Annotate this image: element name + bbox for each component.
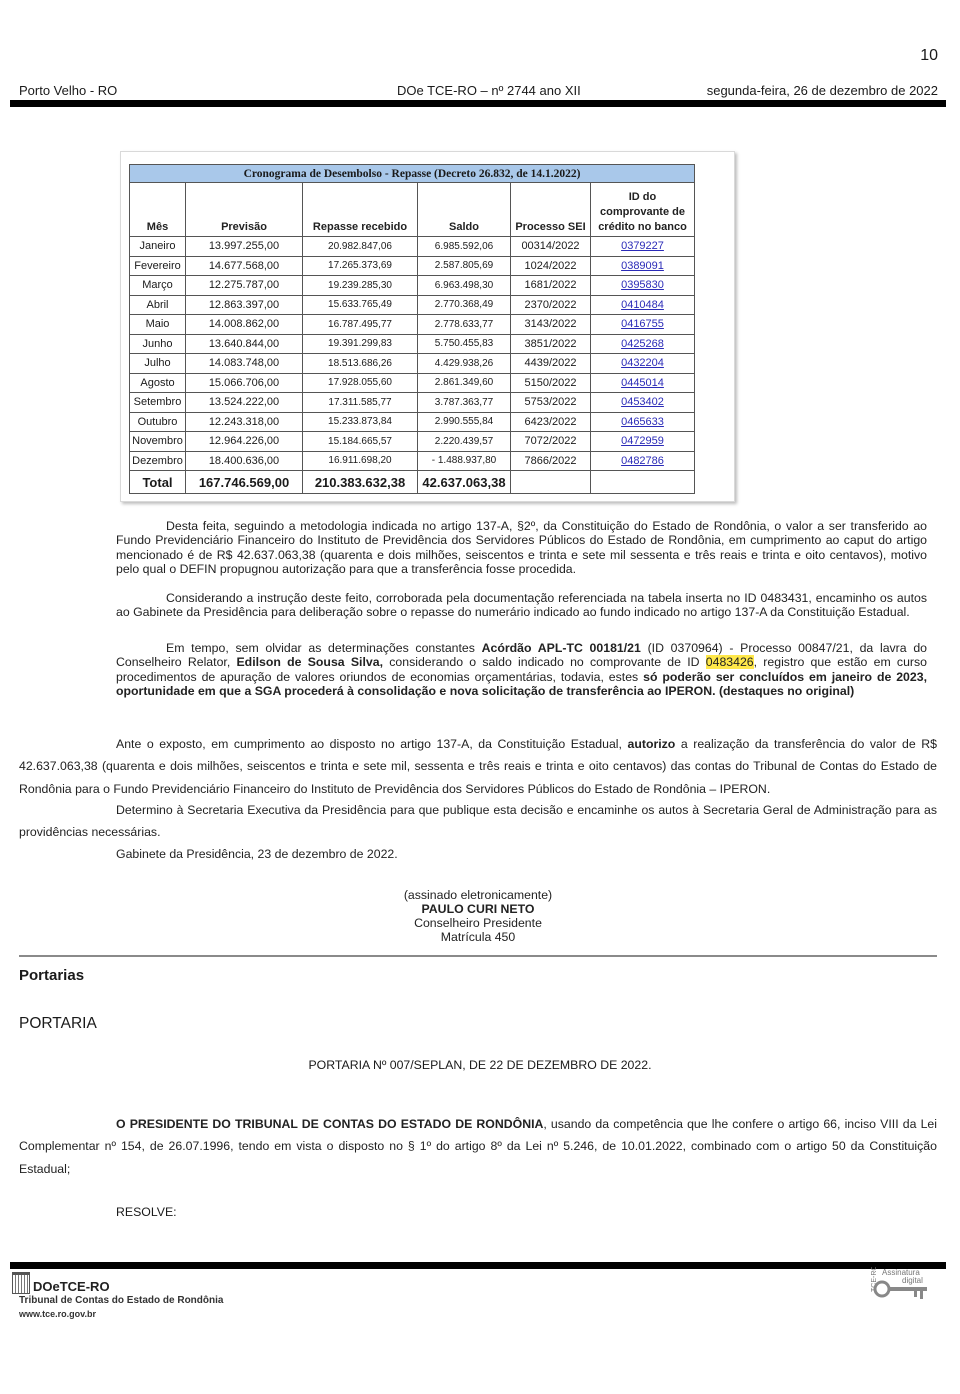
cell-repasse: 17.265.373,69 <box>303 256 418 276</box>
cell-repasse: 15.184.665,57 <box>303 432 418 452</box>
header-edition: DOe TCE-RO – nº 2744 ano XII <box>397 83 581 98</box>
footer-logo <box>12 1272 110 1294</box>
cell-repasse: 15.233.873,84 <box>303 412 418 432</box>
paragraph-gabinete-date: Gabinete da Presidência, 23 de dezembro de 2022. <box>116 847 398 861</box>
table-row <box>130 412 695 432</box>
table-row <box>130 256 695 276</box>
cell-processo: 2370/2022 <box>511 295 591 315</box>
key-icon <box>862 1267 942 1302</box>
cell-processo: 7866/2022 <box>511 451 591 471</box>
col-header-mes: Mês <box>130 183 186 237</box>
cell-previsao: 13.997.255,00 <box>186 237 303 257</box>
footer-url[interactable]: www.tce.ro.gov.br <box>19 1309 97 1319</box>
cell-saldo: 4.429.938,26 <box>418 354 511 374</box>
cell-processo: 5150/2022 <box>511 373 591 393</box>
cell-previsao: 13.640.844,00 <box>186 334 303 354</box>
cell-previsao: 14.008.862,00 <box>186 315 303 335</box>
running-header <box>19 83 938 99</box>
cell-repasse: 15.633.765,49 <box>303 295 418 315</box>
footer-org: Tribunal de Contas do Estado de Rondônia <box>19 1295 224 1306</box>
cell-repasse: 16.911.698,20 <box>303 451 418 471</box>
section-title: Portarias <box>19 967 85 984</box>
signer-role: Conselheiro Presidente <box>414 916 542 930</box>
text: a realização da transferência do valor de R$ 42.637.063,38 (quarenta e dois milhões, seiscentos e trinta e sete mil, sessenta e três reais e trinta e oito centavos) das contas do Tribunal de Contas do Estado de Rondônia para o Fundo Previdenciário Financeiro do Instituto de Previdência dos Servidores Públicos do Estado de Rondônia – IPERON. <box>19 737 937 796</box>
cell-saldo: 5.750.455,83 <box>418 334 511 354</box>
table-title: Cronograma de Desembolso - Repasse (Decreto 26.832, de 14.1.2022) <box>130 165 695 183</box>
header-divider <box>10 100 946 107</box>
cell-mes: Março <box>130 276 186 296</box>
table-row <box>130 393 695 413</box>
footer-logo-text: DOeTCE-RO <box>33 1279 110 1294</box>
paragraph-presidente <box>19 1113 937 1180</box>
portaria-number: PORTARIA Nº 007/SEPLAN, DE 22 DE DEZEMBRO DE 2022. <box>308 1058 652 1072</box>
cell-processo: 4439/2022 <box>511 354 591 374</box>
signature-block <box>300 888 656 944</box>
cell-saldo: 6.963.498,30 <box>418 276 511 296</box>
total-label: Total <box>130 471 186 494</box>
col-header-saldo: Saldo <box>418 183 511 237</box>
paragraph-determino: Determino à Secretaria Executiva da Presidência para que publique esta decisão e encaminhe os autos à Secretaria Geral de Administração para as providências necessárias. <box>19 803 937 840</box>
header-location: Porto Velho - RO <box>19 83 118 98</box>
acordao-ref: Acórdão APL-TC 00181/21 <box>481 641 641 655</box>
cell-processo: 6423/2022 <box>511 412 591 432</box>
highlighted-id: 0483426 <box>705 655 754 670</box>
cell-saldo: 2.770.368,49 <box>418 295 511 315</box>
cell-mes: Janeiro <box>130 237 186 257</box>
col-header-previsao: Previsão <box>186 183 303 237</box>
receipt-link[interactable]: 0453402 <box>621 396 664 409</box>
table-total-row <box>130 471 695 494</box>
bold-conclusion: só poderão ser concluídos em janeiro de 2023, oportunidade em que a SGA procederá à consolidação e nova solicitação de transferência ao IPERON. (destaques no original) <box>116 669 927 698</box>
cell-saldo: 3.787.363,77 <box>418 393 511 413</box>
cell-id-comprovante <box>591 256 695 276</box>
table-row <box>130 295 695 315</box>
cell-id-comprovante <box>591 432 695 452</box>
table-header-row <box>130 183 695 237</box>
cell-previsao: 13.524.222,00 <box>186 393 303 413</box>
page-number: 10 <box>920 47 938 64</box>
total-saldo: 42.637.063,38 <box>418 471 511 494</box>
disbursement-table <box>129 164 695 494</box>
cell-processo: 7072/2022 <box>511 432 591 452</box>
digital-signature-seal <box>862 1267 942 1302</box>
table-row <box>130 451 695 471</box>
total-empty-1 <box>511 471 591 494</box>
cell-previsao: 12.243.318,00 <box>186 412 303 432</box>
cell-saldo: 2.778.633,77 <box>418 315 511 335</box>
total-previsao: 167.746.569,00 <box>186 471 303 494</box>
cell-repasse: 19.239.285,30 <box>303 276 418 296</box>
cell-repasse: 20.982.847,06 <box>303 237 418 257</box>
table-row <box>130 354 695 374</box>
header-date: segunda-feira, 26 de dezembro de 2022 <box>706 83 938 98</box>
cell-id-comprovante <box>591 295 695 315</box>
cell-mes: Junho <box>130 334 186 354</box>
signature-note: (assinado eletronicamente) <box>403 888 553 902</box>
cell-repasse: 17.311.585,77 <box>303 393 418 413</box>
cell-id-comprovante <box>591 334 695 354</box>
col-header-processo: Processo SEI <box>511 183 591 237</box>
table-row <box>130 315 695 335</box>
cell-processo: 1681/2022 <box>511 276 591 296</box>
cell-repasse: 19.391.299,83 <box>303 334 418 354</box>
cell-saldo: 6.985.592,06 <box>418 237 511 257</box>
cell-mes: Abril <box>130 295 186 315</box>
text: , registro que estão em curso procedimentos de apuração de valores oriundos de economias orçamentárias, todavia, estes <box>116 655 927 684</box>
table-row <box>130 334 695 354</box>
col-header-id-comprovante: ID do comprovante de crédito no banco <box>591 183 695 237</box>
cell-previsao: 14.083.748,00 <box>186 354 303 374</box>
cell-mes: Agosto <box>130 373 186 393</box>
paragraph-valor: Desta feita, seguindo a metodologia indicada no artigo 137-A, §2º, da Constituição do Estado de Rondônia, o valor a ser transferido ao Fundo Previdenciário Financeiro do Instituto de Previdência dos Servidores Públicos do Estado de Rondônia, em cumprimento ao caput do artigo mencionado é de R$ 42.637.063,38 (quarenta e dois milhões, seiscentos e trinta e sete mil sessenta e três reais e trinta e oito centavos), motivo pelo qual o DEFIN propugnou autorização para que a transferência fosse procedida. <box>116 519 927 576</box>
text: , usando da competência que lhe confere o artigo 66, inciso VIII da Lei Complementar nº 154, de 26.07.1996, tendo em vista o disposto no § 1º do artigo 8º da Lei nº 5.246, de 10.01.2022, combinado com o artigo 50 da Constituição Estadual; <box>19 1117 937 1176</box>
receipt-link[interactable]: 0410484 <box>621 298 664 311</box>
signer-registration: Matrícula 450 <box>440 930 516 944</box>
paragraph-em-tempo <box>116 641 927 698</box>
table-row <box>130 432 695 452</box>
receipt-link[interactable]: 0379227 <box>621 240 664 253</box>
cell-previsao: 12.964.226,00 <box>186 432 303 452</box>
text: (ID 0370964) - Processo 00847/21, da lavra do Conselheiro Relator, <box>116 641 928 670</box>
footer-divider <box>10 1262 946 1269</box>
resolve-label: RESOLVE: <box>116 1205 177 1219</box>
signer-name: PAULO CURI NETO <box>421 902 535 916</box>
building-icon <box>12 1272 30 1294</box>
cell-previsao: 12.275.787,00 <box>186 276 303 296</box>
cell-id-comprovante <box>591 373 695 393</box>
receipt-link[interactable]: 0395830 <box>621 279 664 292</box>
cell-previsao: 12.863.397,00 <box>186 295 303 315</box>
paragraph-autorizo <box>19 733 937 800</box>
table-row <box>130 276 695 296</box>
cell-repasse: 18.513.686,26 <box>303 354 418 374</box>
cell-mes: Outubro <box>130 412 186 432</box>
cell-id-comprovante <box>591 237 695 257</box>
cell-saldo: - 1.488.937,80 <box>418 451 511 471</box>
receipt-link[interactable]: 0472959 <box>621 435 664 448</box>
col-header-repasse: Repasse recebido <box>303 183 418 237</box>
relator-name: Edilson de Sousa Silva, <box>236 655 383 670</box>
receipt-link[interactable]: 0416755 <box>621 318 664 331</box>
cell-previsao: 18.400.636,00 <box>186 451 303 471</box>
cell-mes: Fevereiro <box>130 256 186 276</box>
cell-previsao: 14.677.568,00 <box>186 256 303 276</box>
cell-saldo: 2.861.349,60 <box>418 373 511 393</box>
cell-saldo: 2.220.439,57 <box>418 432 511 452</box>
cell-processo: 5753/2022 <box>511 393 591 413</box>
cell-id-comprovante <box>591 393 695 413</box>
cell-processo: 00314/2022 <box>511 237 591 257</box>
cell-mes: Maio <box>130 315 186 335</box>
presidente-bold: O PRESIDENTE DO TRIBUNAL DE CONTAS DO ESTADO DE RONDÔNIA <box>116 1117 544 1131</box>
portaria-heading: PORTARIA <box>19 1015 97 1032</box>
paragraph-instrucao: Considerando a instrução deste feito, corroborada pela documentação referenciada na tabela inserta no ID 0483431, encaminho os autos ao Gabinete da Presidência para deliberação sobre o repasse do numerário indicado ao fundo indicado no artigo 137-A da Constituição Estadual. <box>116 591 927 620</box>
table-row <box>130 237 695 257</box>
receipt-link[interactable]: 0432204 <box>621 357 664 370</box>
cell-mes: Setembro <box>130 393 186 413</box>
cell-previsao: 15.066.706,00 <box>186 373 303 393</box>
disbursement-table-image <box>120 151 735 502</box>
text: considerando o saldo indicado no comprovante de ID <box>383 655 706 670</box>
cell-repasse: 16.787.495,77 <box>303 315 418 335</box>
receipt-link[interactable]: 0425268 <box>621 337 664 350</box>
cell-processo: 3143/2022 <box>511 315 591 335</box>
autorizo-bold: autorizo <box>627 737 676 751</box>
cell-id-comprovante <box>591 315 695 335</box>
table-row <box>130 373 695 393</box>
total-repasse: 210.383.632,38 <box>303 471 418 494</box>
text: Ante o exposto, em cumprimento ao disposto no artigo 137-A, da Constituição Estadual, <box>116 737 628 751</box>
svg-text:Assinatura: Assinatura <box>882 1268 920 1277</box>
text: Em tempo, sem olvidar as determinações constantes <box>166 641 482 655</box>
section-divider <box>19 955 937 957</box>
cell-saldo: 2.587.805,69 <box>418 256 511 276</box>
cell-mes: Novembro <box>130 432 186 452</box>
svg-text:digital: digital <box>902 1276 923 1285</box>
cell-mes: Julho <box>130 354 186 374</box>
receipt-link[interactable]: 0389091 <box>621 259 664 272</box>
cell-processo: 3851/2022 <box>511 334 591 354</box>
cell-saldo: 2.990.555,84 <box>418 412 511 432</box>
cell-id-comprovante <box>591 354 695 374</box>
cell-repasse: 17.928.055,60 <box>303 373 418 393</box>
cell-id-comprovante <box>591 451 695 471</box>
receipt-link[interactable]: 0482786 <box>621 454 664 467</box>
cell-mes: Dezembro <box>130 451 186 471</box>
receipt-link[interactable]: 0445014 <box>621 376 664 389</box>
receipt-link[interactable]: 0465633 <box>621 415 664 428</box>
cell-id-comprovante <box>591 276 695 296</box>
cell-id-comprovante <box>591 412 695 432</box>
total-empty-2 <box>591 471 695 494</box>
svg-text:TCE-RO: TCE-RO <box>871 1267 878 1292</box>
cell-processo: 1024/2022 <box>511 256 591 276</box>
